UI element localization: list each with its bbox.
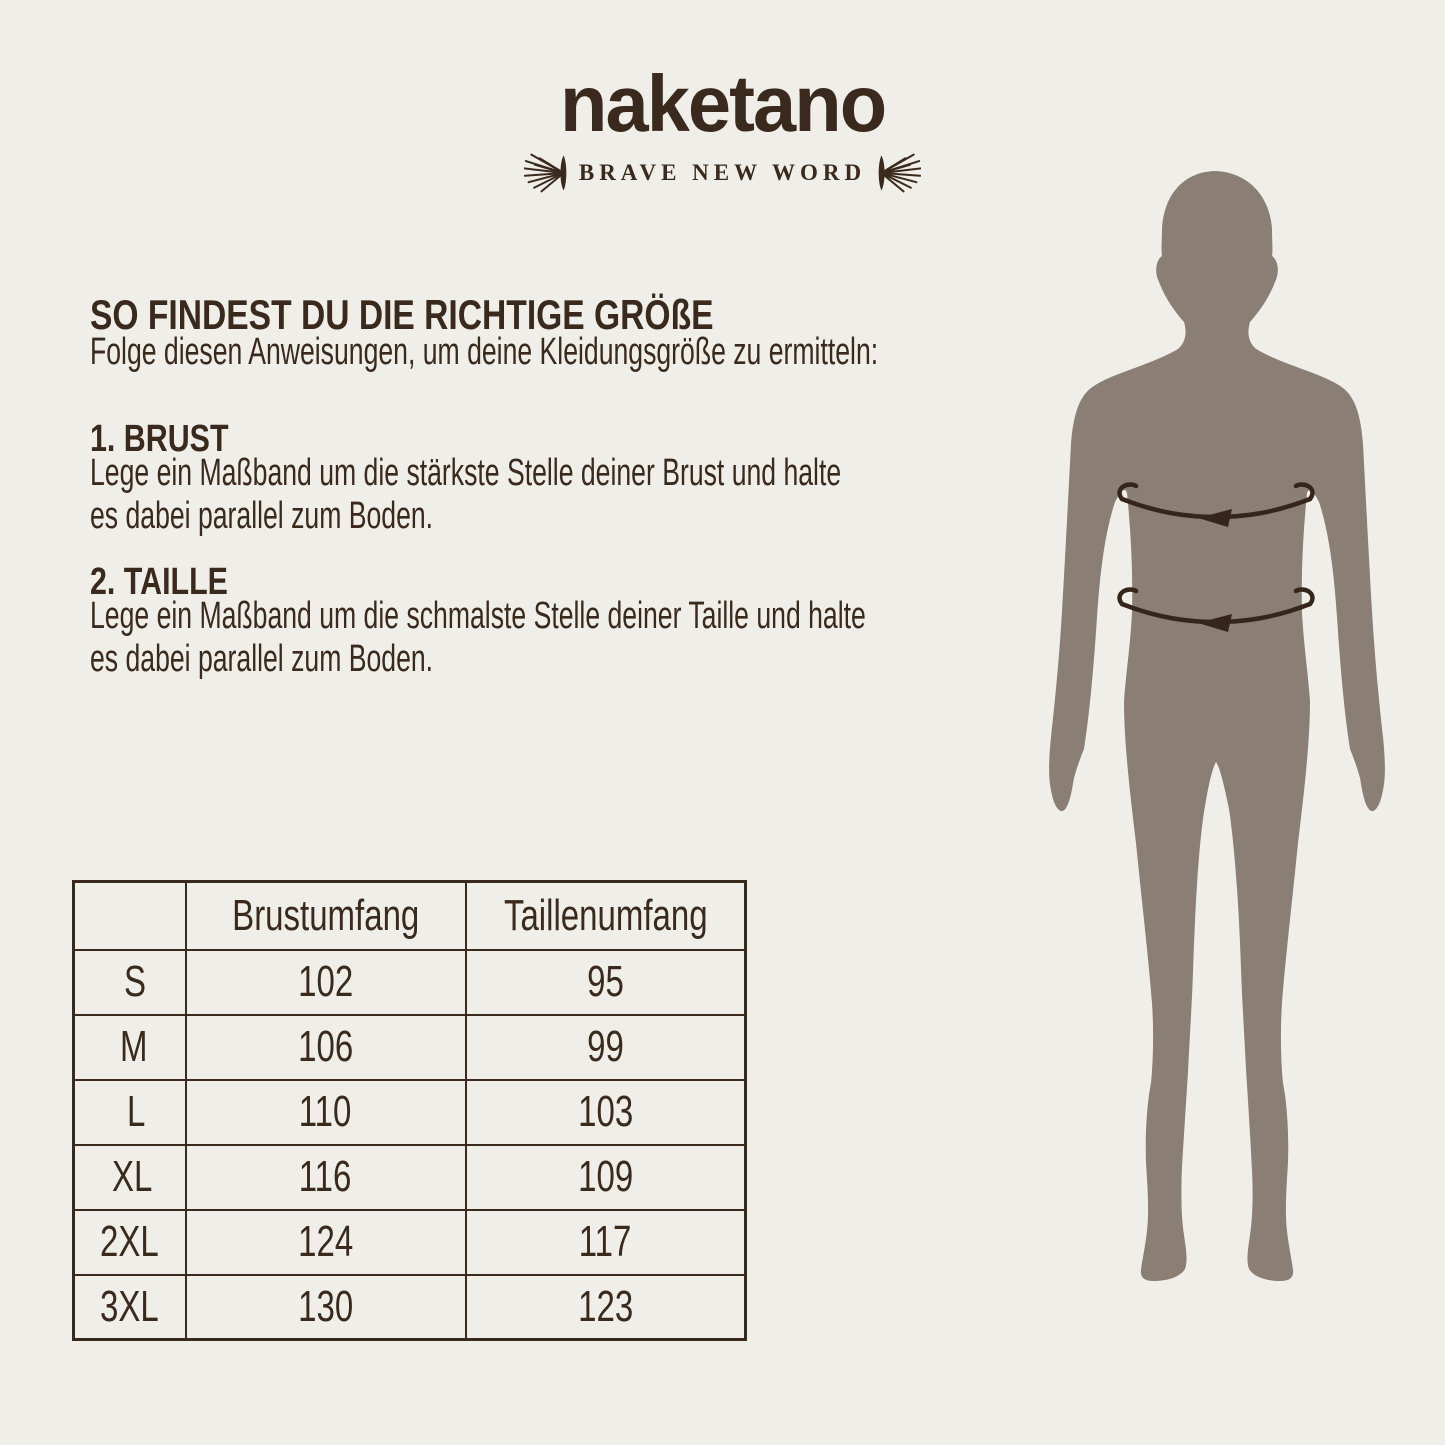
step-taille-line1: Lege ein Maßband um die schmalste Stelle deiner Taille und halte — [90, 595, 866, 637]
chest-cell: 106 — [186, 1015, 466, 1080]
waist-cell: 109 — [466, 1145, 746, 1210]
wing-ornament-left-icon — [524, 152, 570, 194]
body-silhouette — [1046, 171, 1387, 1283]
table-row-s — [74, 950, 746, 1015]
table-row-m — [74, 1015, 746, 1080]
step-brust-line2: es dabei parallel zum Boden. — [90, 495, 434, 537]
chest-cell: 130 — [186, 1275, 466, 1340]
col-header-brustumfang: Brustumfang — [186, 882, 466, 950]
waist-cell: 117 — [466, 1210, 746, 1275]
waist-cell: 95 — [466, 950, 746, 1015]
chest-cell: 110 — [186, 1080, 466, 1145]
size-cell: L — [74, 1080, 186, 1145]
chest-cell: 124 — [186, 1210, 466, 1275]
guide-subtitle: Folge diesen Anweisungen, um deine Kleidungsgröße zu ermitteln: — [90, 331, 879, 373]
chest-cell: 116 — [186, 1145, 466, 1210]
step-brust-heading: 1. BRUST — [90, 418, 229, 460]
wing-ornament-right-icon — [875, 152, 921, 194]
size-cell: 3XL — [74, 1275, 186, 1340]
size-cell: 2XL — [74, 1210, 186, 1275]
table-row-l — [74, 1080, 746, 1145]
brand-tagline: BRAVE NEW WORD — [578, 160, 867, 185]
table-row-2xl — [74, 1210, 746, 1275]
col-header-taillenumfang: Taillenumfang — [466, 882, 746, 950]
waist-cell: 123 — [466, 1275, 746, 1340]
guide-title: SO FINDEST DU DIE RICHTIGE GRÖßE — [90, 291, 714, 338]
waist-cell: 99 — [466, 1015, 746, 1080]
step-brust-text — [90, 452, 1163, 538]
step-brust-line1: Lege ein Maßband um die stärkste Stelle deiner Brust und halte — [90, 452, 842, 494]
table-row-xl — [74, 1145, 746, 1210]
chest-cell: 102 — [186, 950, 466, 1015]
step-taille-text — [90, 595, 1198, 681]
col-header-size — [74, 882, 186, 950]
step-taille-heading: 2. TAILLE — [90, 561, 228, 603]
size-table — [72, 880, 747, 1341]
table-row-3xl — [74, 1275, 746, 1340]
size-cell: XL — [74, 1145, 186, 1210]
size-table-header-row — [74, 882, 746, 950]
brand-wordmark: naketano — [559, 59, 886, 148]
size-cell: S — [74, 950, 186, 1015]
size-cell: M — [74, 1015, 186, 1080]
step-taille-line2: es dabei parallel zum Boden. — [90, 638, 434, 680]
waist-cell: 103 — [466, 1080, 746, 1145]
